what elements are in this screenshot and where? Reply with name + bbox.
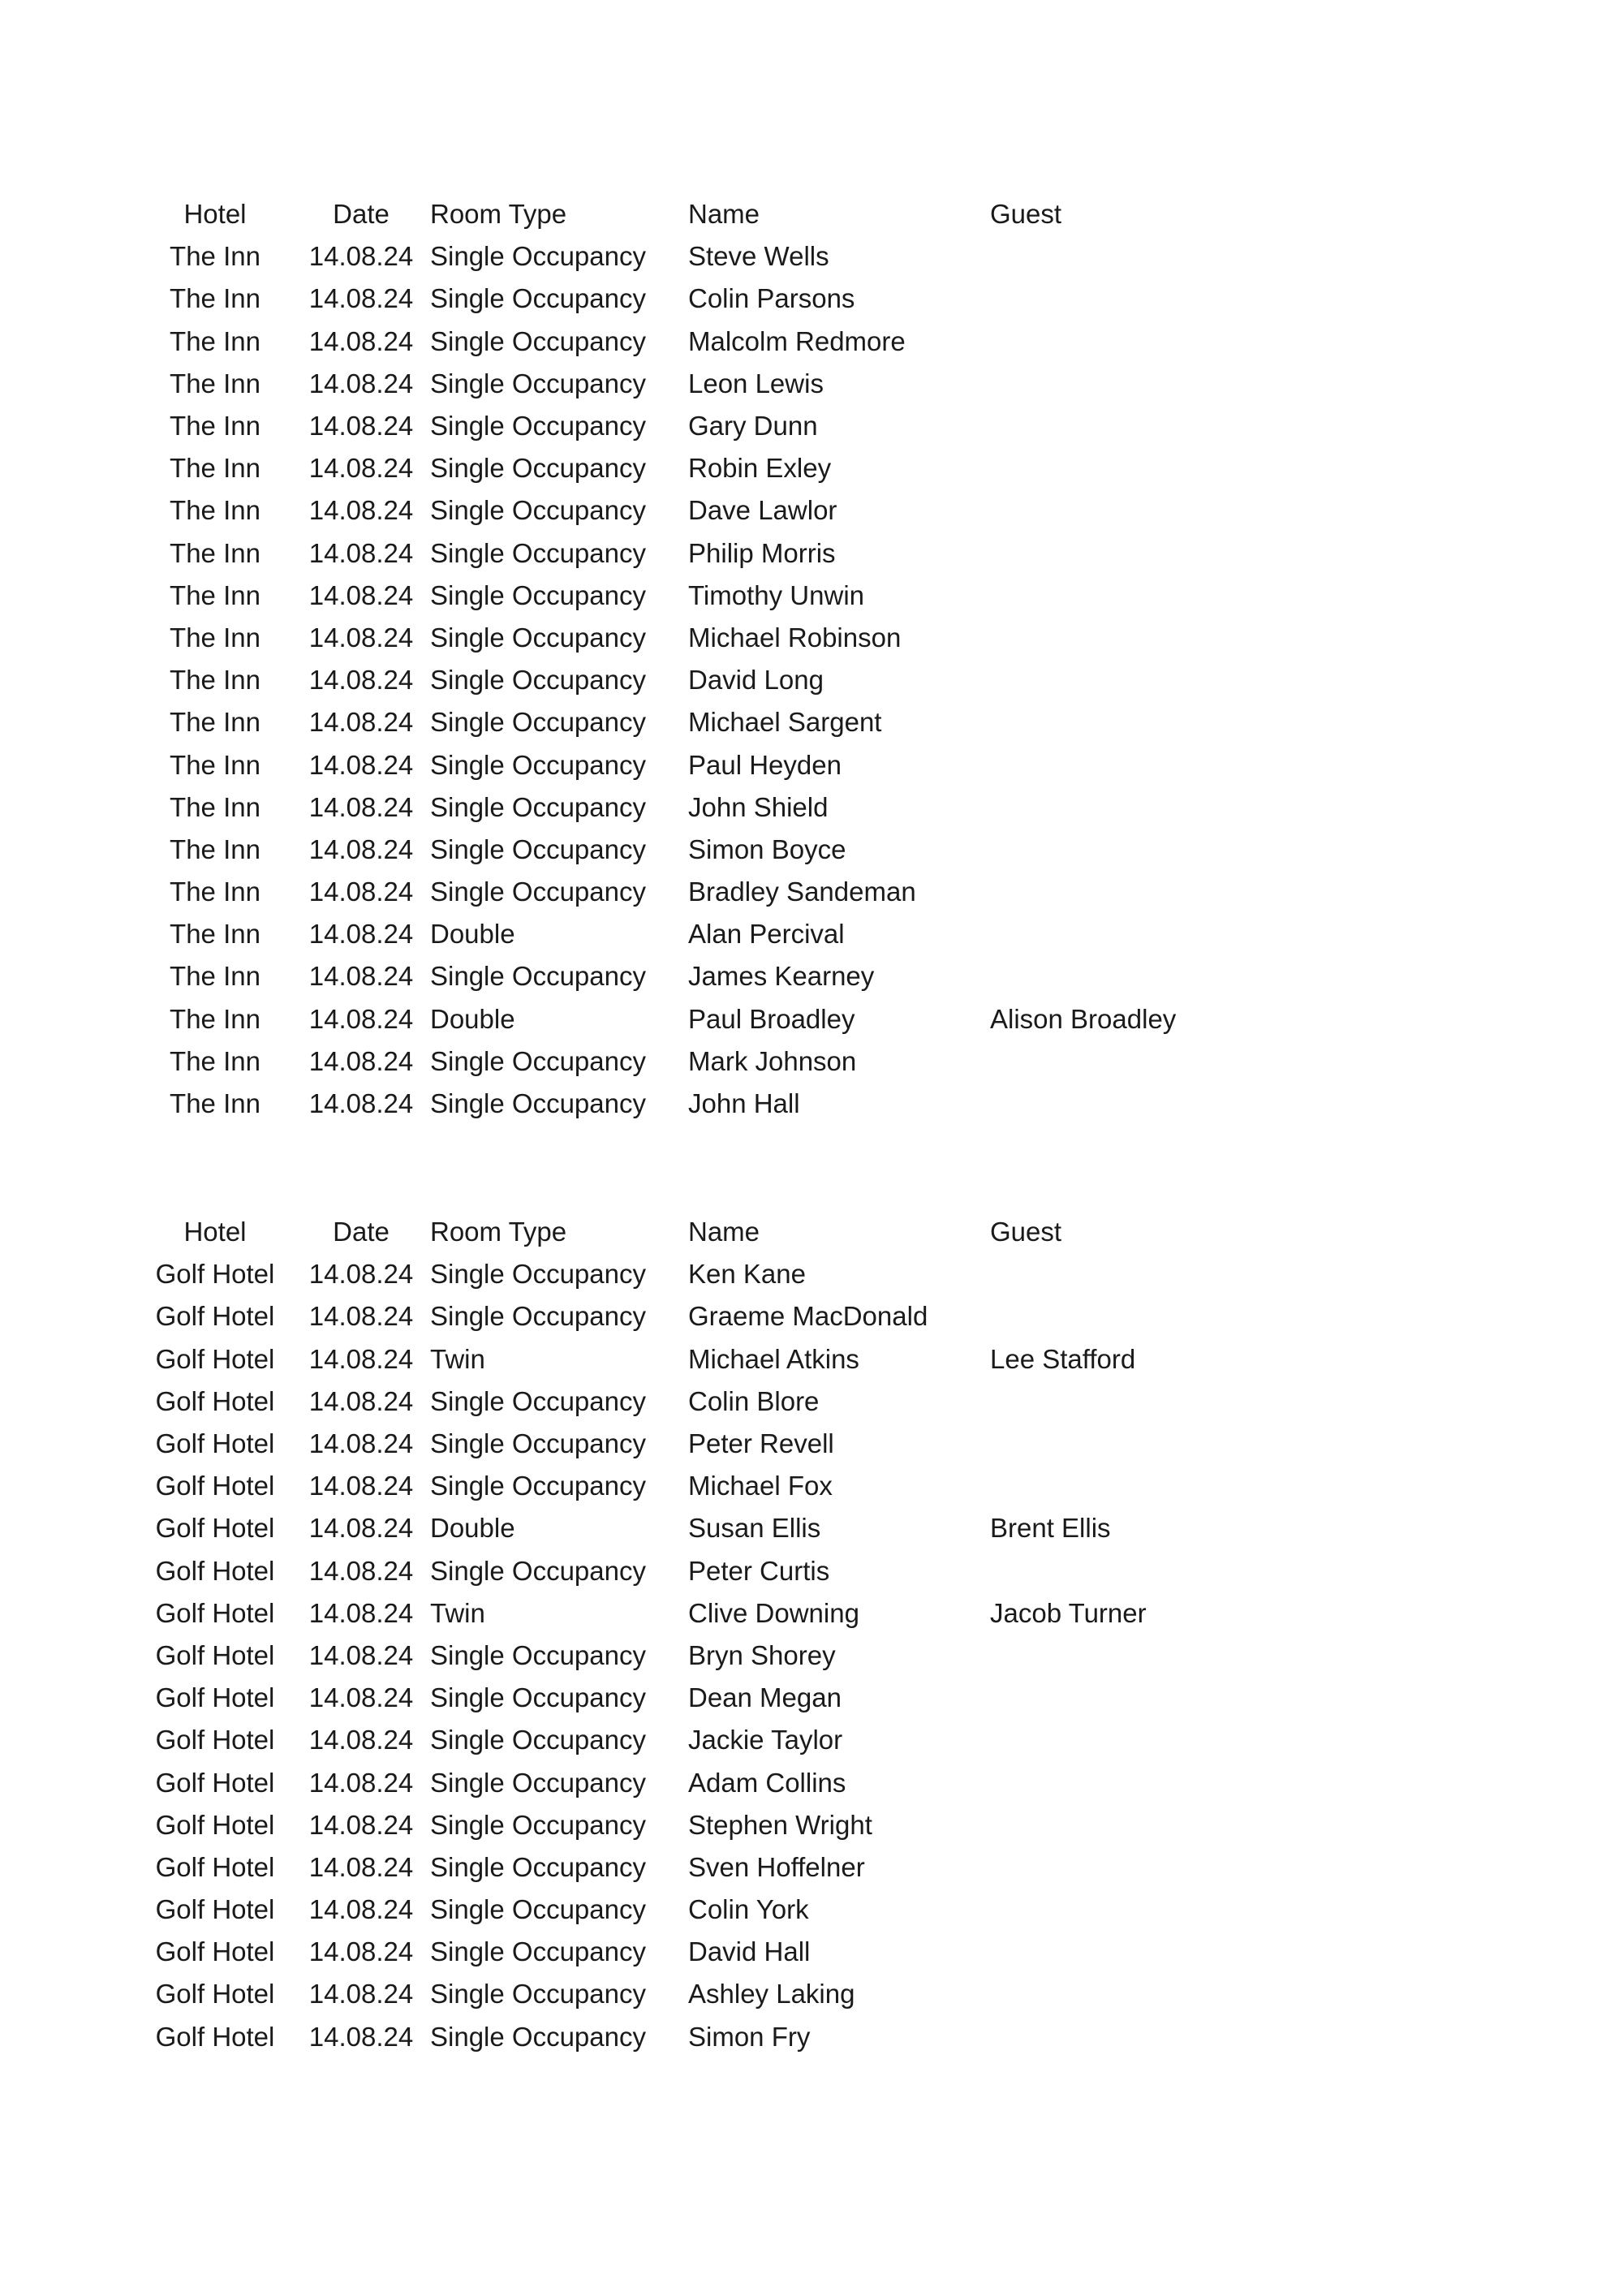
cell-name: Alan Percival xyxy=(688,919,845,950)
header-name: Name xyxy=(688,1217,760,1247)
table-row xyxy=(138,532,1274,575)
table-row xyxy=(138,1804,1274,1846)
cell-room-type: Double xyxy=(430,919,515,950)
table-header-row xyxy=(138,1211,1274,1253)
cell-date: 14.08.24 xyxy=(308,241,414,272)
cell-hotel: The Inn xyxy=(170,495,260,526)
the-inn-table xyxy=(138,193,1274,1125)
cell-name: Simon Fry xyxy=(688,2021,811,2052)
cell-hotel: The Inn xyxy=(170,834,260,864)
cell-date: 14.08.24 xyxy=(308,2021,414,2052)
cell-room-type: Single Occupancy xyxy=(430,1979,646,2010)
cell-guest: Lee Stafford xyxy=(990,1343,1136,1374)
cell-date: 14.08.24 xyxy=(308,1767,414,1798)
cell-hotel: Golf Hotel xyxy=(155,1936,275,1967)
table-row xyxy=(138,659,1274,701)
table-body xyxy=(138,235,1274,1125)
cell-hotel: The Inn xyxy=(170,579,260,610)
cell-hotel: The Inn xyxy=(170,1003,260,1034)
table-row xyxy=(138,701,1274,743)
table-row xyxy=(138,1083,1274,1125)
cell-name: Susan Ellis xyxy=(688,1513,821,1544)
header-room-type: Room Type xyxy=(430,199,567,230)
table-row xyxy=(138,1507,1274,1549)
cell-name: Peter Curtis xyxy=(688,1555,830,1586)
cell-hotel: The Inn xyxy=(170,622,260,653)
cell-hotel: The Inn xyxy=(170,1045,260,1076)
table-row xyxy=(138,1592,1274,1635)
cell-hotel: Golf Hotel xyxy=(155,1767,275,1798)
cell-date: 14.08.24 xyxy=(308,1851,414,1882)
cell-date: 14.08.24 xyxy=(308,411,414,442)
cell-hotel: Golf Hotel xyxy=(155,1851,275,1882)
table-row xyxy=(138,278,1274,320)
cell-room-type: Double xyxy=(430,1003,515,1034)
table-row xyxy=(138,321,1274,363)
table-row xyxy=(138,489,1274,532)
cell-date: 14.08.24 xyxy=(308,1513,414,1544)
cell-room-type: Single Occupancy xyxy=(430,791,646,822)
cell-room-type: Single Occupancy xyxy=(430,877,646,907)
cell-room-type: Single Occupancy xyxy=(430,1809,646,1840)
cell-room-type: Single Occupancy xyxy=(430,1851,646,1882)
cell-name: Ken Kane xyxy=(688,1259,806,1290)
cell-date: 14.08.24 xyxy=(308,1725,414,1755)
cell-name: Graeme MacDonald xyxy=(688,1301,928,1332)
cell-room-type: Single Occupancy xyxy=(430,1725,646,1755)
cell-date: 14.08.24 xyxy=(308,1045,414,1076)
cell-date: 14.08.24 xyxy=(308,707,414,738)
table-row xyxy=(138,1295,1274,1338)
cell-hotel: The Inn xyxy=(170,283,260,314)
cell-date: 14.08.24 xyxy=(308,877,414,907)
cell-name: Michael Atkins xyxy=(688,1343,859,1374)
cell-date: 14.08.24 xyxy=(308,495,414,526)
cell-name: Malcolm Redmore xyxy=(688,325,906,356)
header-guest: Guest xyxy=(990,199,1062,230)
cell-date: 14.08.24 xyxy=(308,622,414,653)
table-row xyxy=(138,405,1274,447)
cell-name: Steve Wells xyxy=(688,241,829,272)
cell-name: Michael Robinson xyxy=(688,622,902,653)
header-date: Date xyxy=(333,199,390,230)
table-row xyxy=(138,1253,1274,1295)
cell-name: Colin Blore xyxy=(688,1385,820,1416)
table-row xyxy=(138,1719,1274,1761)
cell-date: 14.08.24 xyxy=(308,1809,414,1840)
cell-name: Bradley Sandeman xyxy=(688,877,916,907)
cell-hotel: Golf Hotel xyxy=(155,1555,275,1586)
cell-room-type: Single Occupancy xyxy=(430,2021,646,2052)
cell-date: 14.08.24 xyxy=(308,1555,414,1586)
cell-name: Ashley Laking xyxy=(688,1979,855,2010)
cell-date: 14.08.24 xyxy=(308,791,414,822)
cell-room-type: Single Occupancy xyxy=(430,707,646,738)
cell-room-type: Single Occupancy xyxy=(430,749,646,780)
table-body xyxy=(138,1253,1274,2058)
cell-name: Simon Boyce xyxy=(688,834,846,864)
cell-date: 14.08.24 xyxy=(308,1301,414,1332)
cell-name: Peter Revell xyxy=(688,1428,834,1459)
table-row xyxy=(138,955,1274,997)
cell-name: Stephen Wright xyxy=(688,1809,872,1840)
cell-date: 14.08.24 xyxy=(308,1639,414,1670)
cell-hotel: Golf Hotel xyxy=(155,1725,275,1755)
cell-name: Sven Hoffelner xyxy=(688,1851,865,1882)
cell-date: 14.08.24 xyxy=(308,749,414,780)
cell-guest: Alison Broadley xyxy=(990,1003,1177,1034)
table-row xyxy=(138,998,1274,1040)
cell-name: John Hall xyxy=(688,1088,800,1119)
cell-date: 14.08.24 xyxy=(308,1343,414,1374)
cell-name: David Hall xyxy=(688,1936,811,1967)
cell-name: Clive Downing xyxy=(688,1597,859,1628)
cell-hotel: Golf Hotel xyxy=(155,1894,275,1925)
cell-name: Robin Exley xyxy=(688,453,832,484)
cell-hotel: Golf Hotel xyxy=(155,1979,275,2010)
cell-name: Jackie Taylor xyxy=(688,1725,843,1755)
cell-name: David Long xyxy=(688,665,824,696)
cell-hotel: The Inn xyxy=(170,1088,260,1119)
cell-hotel: The Inn xyxy=(170,877,260,907)
cell-room-type: Single Occupancy xyxy=(430,1428,646,1459)
table-row xyxy=(138,1040,1274,1083)
table-row xyxy=(138,575,1274,617)
cell-hotel: Golf Hotel xyxy=(155,1809,275,1840)
cell-hotel: The Inn xyxy=(170,368,260,398)
cell-date: 14.08.24 xyxy=(308,1979,414,2010)
cell-room-type: Single Occupancy xyxy=(430,1767,646,1798)
table-row xyxy=(138,1423,1274,1465)
cell-hotel: Golf Hotel xyxy=(155,1682,275,1713)
table-row xyxy=(138,743,1274,786)
table-row xyxy=(138,1846,1274,1889)
table-row xyxy=(138,447,1274,489)
cell-room-type: Single Occupancy xyxy=(430,1045,646,1076)
cell-date: 14.08.24 xyxy=(308,665,414,696)
cell-name: Colin Parsons xyxy=(688,283,855,314)
table-row xyxy=(138,1381,1274,1423)
cell-name: Adam Collins xyxy=(688,1767,846,1798)
cell-room-type: Single Occupancy xyxy=(430,1259,646,1290)
cell-date: 14.08.24 xyxy=(308,1088,414,1119)
cell-room-type: Single Occupancy xyxy=(430,579,646,610)
table-row xyxy=(138,363,1274,405)
cell-date: 14.08.24 xyxy=(308,368,414,398)
cell-date: 14.08.24 xyxy=(308,919,414,950)
table-row xyxy=(138,786,1274,829)
cell-room-type: Single Occupancy xyxy=(430,283,646,314)
cell-room-type: Twin xyxy=(430,1597,485,1628)
cell-hotel: Golf Hotel xyxy=(155,1428,275,1459)
header-hotel: Hotel xyxy=(183,1217,247,1247)
cell-date: 14.08.24 xyxy=(308,961,414,992)
cell-date: 14.08.24 xyxy=(308,1682,414,1713)
cell-hotel: The Inn xyxy=(170,961,260,992)
cell-hotel: Golf Hotel xyxy=(155,1513,275,1544)
cell-room-type: Single Occupancy xyxy=(430,1088,646,1119)
cell-name: Leon Lewis xyxy=(688,368,824,398)
golf-hotel-table xyxy=(138,1211,1274,2058)
cell-hotel: The Inn xyxy=(170,665,260,696)
table-row xyxy=(138,1889,1274,1931)
cell-date: 14.08.24 xyxy=(308,1894,414,1925)
table-row xyxy=(138,1338,1274,1381)
cell-date: 14.08.24 xyxy=(308,325,414,356)
cell-guest: Jacob Turner xyxy=(990,1597,1147,1628)
cell-room-type: Single Occupancy xyxy=(430,241,646,272)
table-row xyxy=(138,1550,1274,1592)
cell-hotel: The Inn xyxy=(170,241,260,272)
cell-date: 14.08.24 xyxy=(308,834,414,864)
cell-room-type: Single Occupancy xyxy=(430,1471,646,1501)
cell-room-type: Single Occupancy xyxy=(430,537,646,568)
cell-name: Michael Sargent xyxy=(688,707,882,738)
cell-name: John Shield xyxy=(688,791,829,822)
cell-hotel: The Inn xyxy=(170,707,260,738)
cell-hotel: The Inn xyxy=(170,919,260,950)
header-hotel: Hotel xyxy=(183,199,247,230)
cell-room-type: Double xyxy=(430,1513,515,1544)
cell-name: Mark Johnson xyxy=(688,1045,857,1076)
cell-hotel: The Inn xyxy=(170,749,260,780)
cell-name: Michael Fox xyxy=(688,1471,833,1501)
cell-room-type: Single Occupancy xyxy=(430,495,646,526)
cell-room-type: Single Occupancy xyxy=(430,411,646,442)
cell-name: Gary Dunn xyxy=(688,411,818,442)
cell-date: 14.08.24 xyxy=(308,579,414,610)
cell-hotel: The Inn xyxy=(170,325,260,356)
cell-guest: Brent Ellis xyxy=(990,1513,1111,1544)
cell-room-type: Single Occupancy xyxy=(430,1894,646,1925)
cell-date: 14.08.24 xyxy=(308,453,414,484)
cell-name: Bryn Shorey xyxy=(688,1639,836,1670)
cell-room-type: Single Occupancy xyxy=(430,961,646,992)
cell-room-type: Single Occupancy xyxy=(430,1301,646,1332)
table-row xyxy=(138,1465,1274,1507)
cell-name: Colin York xyxy=(688,1894,809,1925)
cell-date: 14.08.24 xyxy=(308,1385,414,1416)
cell-room-type: Single Occupancy xyxy=(430,325,646,356)
cell-name: Paul Heyden xyxy=(688,749,842,780)
cell-hotel: Golf Hotel xyxy=(155,2021,275,2052)
table-row xyxy=(138,617,1274,659)
cell-hotel: The Inn xyxy=(170,791,260,822)
cell-room-type: Single Occupancy xyxy=(430,665,646,696)
header-room-type: Room Type xyxy=(430,1217,567,1247)
cell-hotel: Golf Hotel xyxy=(155,1259,275,1290)
cell-date: 14.08.24 xyxy=(308,1428,414,1459)
table-row xyxy=(138,829,1274,871)
table-row xyxy=(138,1635,1274,1677)
cell-name: Dean Megan xyxy=(688,1682,842,1713)
cell-hotel: The Inn xyxy=(170,537,260,568)
header-guest: Guest xyxy=(990,1217,1062,1247)
cell-hotel: Golf Hotel xyxy=(155,1385,275,1416)
cell-date: 14.08.24 xyxy=(308,1471,414,1501)
cell-hotel: Golf Hotel xyxy=(155,1301,275,1332)
cell-date: 14.08.24 xyxy=(308,1003,414,1034)
cell-hotel: Golf Hotel xyxy=(155,1597,275,1628)
cell-hotel: Golf Hotel xyxy=(155,1639,275,1670)
cell-room-type: Twin xyxy=(430,1343,485,1374)
cell-room-type: Single Occupancy xyxy=(430,1682,646,1713)
cell-hotel: The Inn xyxy=(170,411,260,442)
cell-name: James Kearney xyxy=(688,961,875,992)
cell-room-type: Single Occupancy xyxy=(430,834,646,864)
table-row xyxy=(138,1761,1274,1803)
table-row xyxy=(138,2016,1274,2058)
cell-room-type: Single Occupancy xyxy=(430,1555,646,1586)
cell-room-type: Single Occupancy xyxy=(430,622,646,653)
cell-name: Timothy Unwin xyxy=(688,579,864,610)
cell-room-type: Single Occupancy xyxy=(430,368,646,398)
header-date: Date xyxy=(333,1217,390,1247)
cell-room-type: Single Occupancy xyxy=(430,1936,646,1967)
cell-date: 14.08.24 xyxy=(308,1936,414,1967)
table-row xyxy=(138,1931,1274,1973)
cell-date: 14.08.24 xyxy=(308,283,414,314)
cell-name: Philip Morris xyxy=(688,537,836,568)
table-row xyxy=(138,1973,1274,2015)
table-row xyxy=(138,235,1274,278)
table-row xyxy=(138,871,1274,913)
cell-hotel: Golf Hotel xyxy=(155,1343,275,1374)
table-row xyxy=(138,913,1274,955)
cell-name: Paul Broadley xyxy=(688,1003,855,1034)
cell-date: 14.08.24 xyxy=(308,1597,414,1628)
cell-room-type: Single Occupancy xyxy=(430,1639,646,1670)
table-row xyxy=(138,1677,1274,1719)
cell-hotel: The Inn xyxy=(170,453,260,484)
table-header-row xyxy=(138,193,1274,235)
cell-date: 14.08.24 xyxy=(308,1259,414,1290)
header-name: Name xyxy=(688,199,760,230)
cell-name: Dave Lawlor xyxy=(688,495,837,526)
cell-date: 14.08.24 xyxy=(308,537,414,568)
cell-hotel: Golf Hotel xyxy=(155,1471,275,1501)
cell-room-type: Single Occupancy xyxy=(430,1385,646,1416)
cell-room-type: Single Occupancy xyxy=(430,453,646,484)
